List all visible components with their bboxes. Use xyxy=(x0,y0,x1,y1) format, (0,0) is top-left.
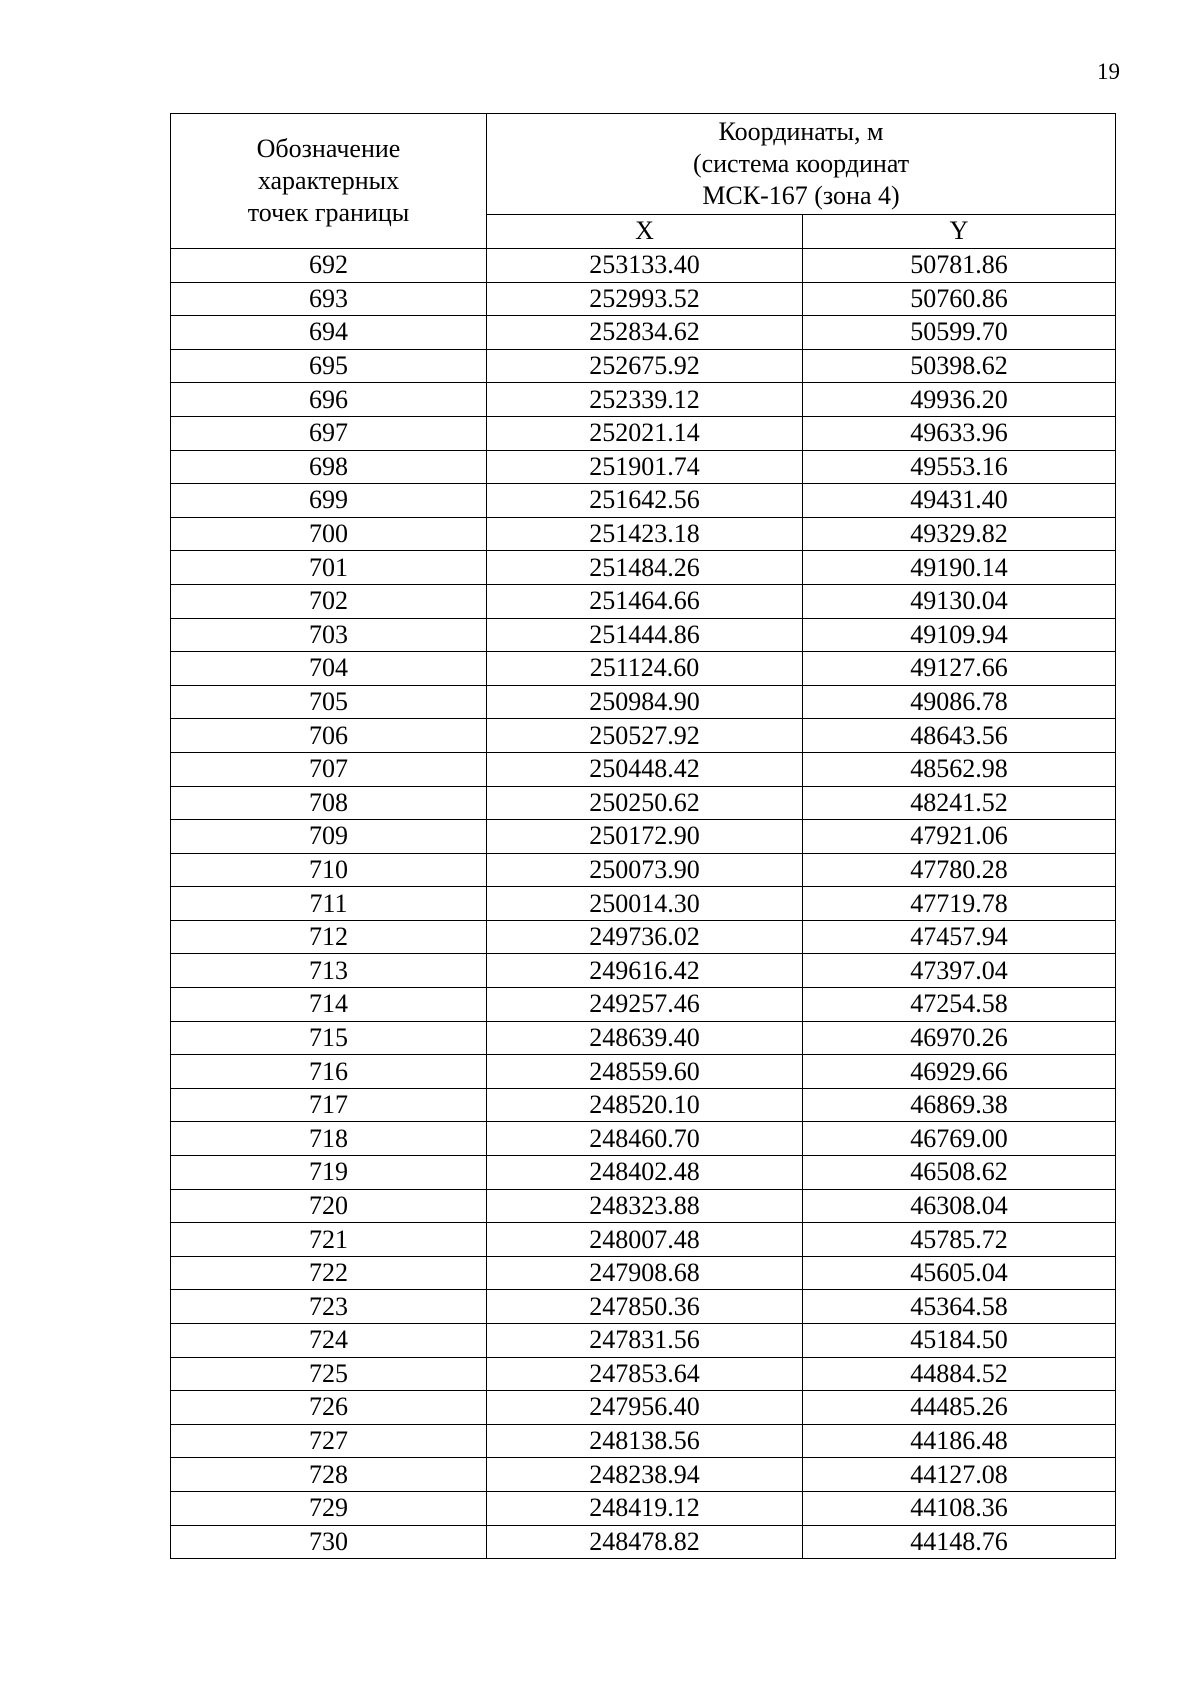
point-cell: 712 xyxy=(171,920,487,954)
point-cell: 706 xyxy=(171,719,487,753)
x-coordinate-cell: 252675.92 xyxy=(487,349,803,383)
table-row xyxy=(171,316,1116,350)
table-row xyxy=(171,383,1116,417)
point-cell: 694 xyxy=(171,316,487,350)
y-coordinate-cell: 45605.04 xyxy=(803,1256,1116,1290)
table-row xyxy=(171,1391,1116,1425)
point-cell: 726 xyxy=(171,1391,487,1425)
x-column-header: X xyxy=(487,214,803,248)
y-coordinate-cell: 44148.76 xyxy=(803,1525,1116,1559)
x-coordinate-cell: 249736.02 xyxy=(487,920,803,954)
point-cell: 698 xyxy=(171,450,487,484)
y-coordinate-cell: 44884.52 xyxy=(803,1357,1116,1391)
coordinates-header-line: Координаты, м xyxy=(718,116,884,146)
point-cell: 710 xyxy=(171,853,487,887)
point-cell: 693 xyxy=(171,282,487,316)
point-cell: 729 xyxy=(171,1491,487,1525)
x-coordinate-cell: 252339.12 xyxy=(487,383,803,417)
y-coordinate-cell: 47254.58 xyxy=(803,988,1116,1022)
coordinates-header-line: (система координат xyxy=(692,148,910,178)
point-cell: 704 xyxy=(171,652,487,686)
y-coordinate-cell: 48562.98 xyxy=(803,752,1116,786)
point-cell: 728 xyxy=(171,1458,487,1492)
x-coordinate-cell: 248639.40 xyxy=(487,1021,803,1055)
x-coordinate-cell: 247853.64 xyxy=(487,1357,803,1391)
x-coordinate-cell: 248478.82 xyxy=(487,1525,803,1559)
table-row xyxy=(171,349,1116,383)
y-coordinate-cell: 46929.66 xyxy=(803,1055,1116,1089)
point-cell: 719 xyxy=(171,1156,487,1190)
point-cell: 700 xyxy=(171,517,487,551)
x-coordinate-cell: 252993.52 xyxy=(487,282,803,316)
point-cell: 713 xyxy=(171,954,487,988)
table-row xyxy=(171,484,1116,518)
table-row xyxy=(171,618,1116,652)
designation-header xyxy=(171,114,487,249)
y-coordinate-cell: 45184.50 xyxy=(803,1324,1116,1358)
x-coordinate-cell: 252834.62 xyxy=(487,316,803,350)
table-row xyxy=(171,1055,1116,1089)
x-coordinate-cell: 250014.30 xyxy=(487,887,803,921)
point-cell: 708 xyxy=(171,786,487,820)
point-cell: 722 xyxy=(171,1256,487,1290)
x-coordinate-cell: 247850.36 xyxy=(487,1290,803,1324)
x-coordinate-cell: 248419.12 xyxy=(487,1491,803,1525)
point-cell: 727 xyxy=(171,1424,487,1458)
point-cell: 721 xyxy=(171,1223,487,1257)
y-coordinate-cell: 48643.56 xyxy=(803,719,1116,753)
y-coordinate-cell: 50760.86 xyxy=(803,282,1116,316)
y-coordinate-cell: 45364.58 xyxy=(803,1290,1116,1324)
y-coordinate-cell: 49553.16 xyxy=(803,450,1116,484)
table-row xyxy=(171,1324,1116,1358)
y-coordinate-cell: 47780.28 xyxy=(803,853,1116,887)
x-coordinate-cell: 251124.60 xyxy=(487,652,803,686)
designation-header-line: точек границы xyxy=(247,198,410,227)
y-coordinate-cell: 46869.38 xyxy=(803,1088,1116,1122)
y-coordinate-cell: 47921.06 xyxy=(803,820,1116,854)
y-coordinate-cell: 44108.36 xyxy=(803,1491,1116,1525)
table-row xyxy=(171,517,1116,551)
y-coordinate-cell: 49190.14 xyxy=(803,551,1116,585)
y-coordinate-cell: 46308.04 xyxy=(803,1189,1116,1223)
point-cell: 709 xyxy=(171,820,487,854)
point-cell: 695 xyxy=(171,349,487,383)
x-coordinate-cell: 250172.90 xyxy=(487,820,803,854)
x-coordinate-cell: 251642.56 xyxy=(487,484,803,518)
point-cell: 705 xyxy=(171,685,487,719)
y-coordinate-cell: 44485.26 xyxy=(803,1391,1116,1425)
x-coordinate-cell: 248559.60 xyxy=(487,1055,803,1089)
point-cell: 725 xyxy=(171,1357,487,1391)
x-coordinate-cell: 248460.70 xyxy=(487,1122,803,1156)
y-column-header: Y xyxy=(803,214,1116,248)
table-row xyxy=(171,887,1116,921)
x-coordinate-cell: 251901.74 xyxy=(487,450,803,484)
point-cell: 714 xyxy=(171,988,487,1022)
table-row xyxy=(171,1424,1116,1458)
x-coordinate-cell: 251423.18 xyxy=(487,517,803,551)
x-coordinate-cell: 249257.46 xyxy=(487,988,803,1022)
table-body xyxy=(171,249,1116,1559)
point-cell: 720 xyxy=(171,1189,487,1223)
y-coordinate-cell: 49329.82 xyxy=(803,517,1116,551)
y-coordinate-cell: 50398.62 xyxy=(803,349,1116,383)
y-coordinate-cell: 47719.78 xyxy=(803,887,1116,921)
x-coordinate-cell: 250073.90 xyxy=(487,853,803,887)
point-cell: 696 xyxy=(171,383,487,417)
table-row xyxy=(171,416,1116,450)
point-cell: 730 xyxy=(171,1525,487,1559)
y-coordinate-cell: 50599.70 xyxy=(803,316,1116,350)
y-coordinate-cell: 49633.96 xyxy=(803,416,1116,450)
y-coordinate-cell: 47457.94 xyxy=(803,920,1116,954)
table-row xyxy=(171,1223,1116,1257)
point-cell: 715 xyxy=(171,1021,487,1055)
x-coordinate-cell: 248138.56 xyxy=(487,1424,803,1458)
table-row xyxy=(171,1458,1116,1492)
x-coordinate-cell: 250250.62 xyxy=(487,786,803,820)
y-coordinate-cell: 46970.26 xyxy=(803,1021,1116,1055)
y-coordinate-cell: 46508.62 xyxy=(803,1156,1116,1190)
x-coordinate-cell: 248007.48 xyxy=(487,1223,803,1257)
y-coordinate-cell: 49127.66 xyxy=(803,652,1116,686)
point-cell: 692 xyxy=(171,249,487,283)
point-cell: 707 xyxy=(171,752,487,786)
table-row xyxy=(171,1256,1116,1290)
y-coordinate-cell: 49431.40 xyxy=(803,484,1116,518)
point-cell: 702 xyxy=(171,584,487,618)
point-cell: 711 xyxy=(171,887,487,921)
y-coordinate-cell: 50781.86 xyxy=(803,249,1116,283)
table-row xyxy=(171,820,1116,854)
point-cell: 699 xyxy=(171,484,487,518)
header-row-main xyxy=(171,114,1116,215)
table-row xyxy=(171,853,1116,887)
table-row xyxy=(171,954,1116,988)
x-coordinate-cell: 251464.66 xyxy=(487,584,803,618)
x-coordinate-cell: 247908.68 xyxy=(487,1256,803,1290)
point-cell: 701 xyxy=(171,551,487,585)
coordinates-header xyxy=(487,114,1116,215)
point-cell: 716 xyxy=(171,1055,487,1089)
x-coordinate-cell: 250448.42 xyxy=(487,752,803,786)
table-row xyxy=(171,1189,1116,1223)
x-coordinate-cell: 249616.42 xyxy=(487,954,803,988)
table-row xyxy=(171,1491,1116,1525)
y-coordinate-cell: 49130.04 xyxy=(803,584,1116,618)
point-cell: 703 xyxy=(171,618,487,652)
point-cell: 717 xyxy=(171,1088,487,1122)
table-row xyxy=(171,1357,1116,1391)
table-row xyxy=(171,551,1116,585)
table-row xyxy=(171,1290,1116,1324)
y-coordinate-cell: 45785.72 xyxy=(803,1223,1116,1257)
x-coordinate-cell: 247956.40 xyxy=(487,1391,803,1425)
designation-header-line: Обозначение xyxy=(256,134,401,163)
x-coordinate-cell: 248402.48 xyxy=(487,1156,803,1190)
x-coordinate-cell: 247831.56 xyxy=(487,1324,803,1358)
table-row xyxy=(171,1122,1116,1156)
x-coordinate-cell: 248238.94 xyxy=(487,1458,803,1492)
table-row xyxy=(171,1525,1116,1559)
page-number: 19 xyxy=(1097,59,1120,84)
table-row xyxy=(171,584,1116,618)
y-coordinate-cell: 49109.94 xyxy=(803,618,1116,652)
table-row xyxy=(171,1021,1116,1055)
table-row xyxy=(171,988,1116,1022)
x-coordinate-cell: 248520.10 xyxy=(487,1088,803,1122)
table-row xyxy=(171,1156,1116,1190)
designation-header-line: характерных xyxy=(257,166,400,195)
y-coordinate-cell: 44127.08 xyxy=(803,1458,1116,1492)
y-coordinate-cell: 47397.04 xyxy=(803,954,1116,988)
table-row xyxy=(171,752,1116,786)
x-coordinate-cell: 252021.14 xyxy=(487,416,803,450)
x-coordinate-cell: 250527.92 xyxy=(487,719,803,753)
y-coordinate-cell: 49086.78 xyxy=(803,685,1116,719)
x-coordinate-cell: 248323.88 xyxy=(487,1189,803,1223)
table-row xyxy=(171,685,1116,719)
x-coordinate-cell: 251484.26 xyxy=(487,551,803,585)
table-row xyxy=(171,1088,1116,1122)
x-coordinate-cell: 250984.90 xyxy=(487,685,803,719)
x-coordinate-cell: 251444.86 xyxy=(487,618,803,652)
table-row xyxy=(171,719,1116,753)
point-cell: 718 xyxy=(171,1122,487,1156)
table-row xyxy=(171,450,1116,484)
table-row xyxy=(171,786,1116,820)
point-cell: 697 xyxy=(171,416,487,450)
y-coordinate-cell: 49936.20 xyxy=(803,383,1116,417)
y-coordinate-cell: 46769.00 xyxy=(803,1122,1116,1156)
coordinates-header-line: МСК-167 (зона 4) xyxy=(702,180,900,210)
point-cell: 723 xyxy=(171,1290,487,1324)
table-row xyxy=(171,652,1116,686)
table-row xyxy=(171,249,1116,283)
x-coordinate-cell: 253133.40 xyxy=(487,249,803,283)
table-header xyxy=(171,114,1116,249)
coordinates-table xyxy=(170,113,1116,1559)
y-coordinate-cell: 44186.48 xyxy=(803,1424,1116,1458)
table-row xyxy=(171,920,1116,954)
y-coordinate-cell: 48241.52 xyxy=(803,786,1116,820)
point-cell: 724 xyxy=(171,1324,487,1358)
table-row xyxy=(171,282,1116,316)
